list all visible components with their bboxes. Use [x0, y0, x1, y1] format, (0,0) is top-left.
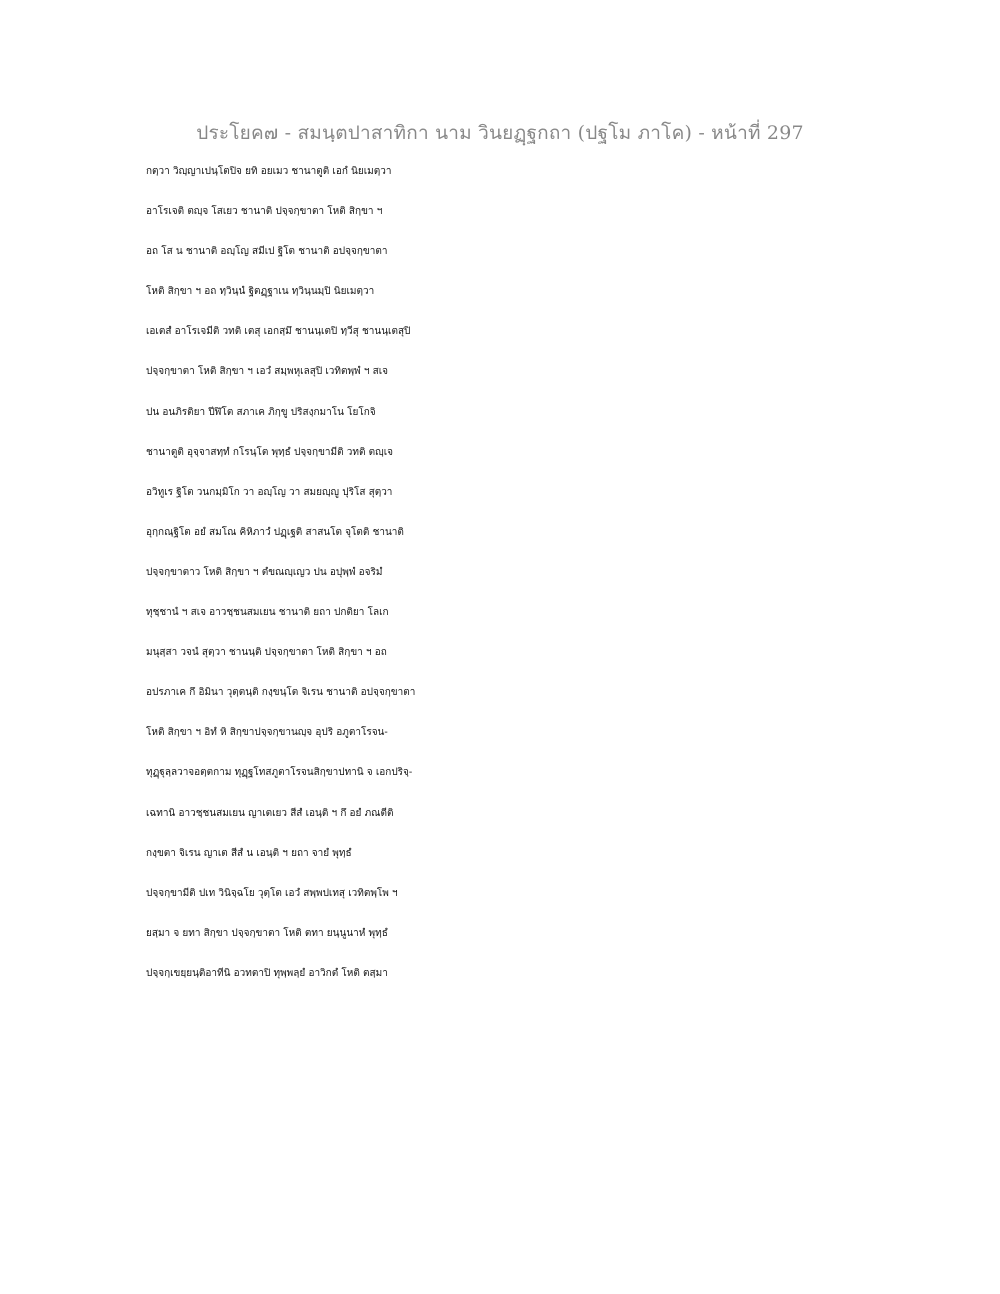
- text-line: อาโรเจติ ตญฺจ โสเยว ชานาติ ปจฺจกฺขาตา โหติ สิกฺขา ฯ: [146, 206, 383, 218]
- text-line: เฉทานิ อาวชฺชนสมเยน ญาเตเยว สีสํ เอนฺติ ฯ กึ อยํ ภณตีติ: [146, 807, 394, 819]
- text-line: อปรภาเค กึ อิมินา วุตฺตนฺติ กงฺขนฺโต จิเรน ชานาติ อปจฺจกฺขาตา: [146, 687, 416, 699]
- text-line: ทุฏฺฐุลฺลวาจอตฺตกาม ทุฏฺฐโทสภูตาโรจนสิกฺขาปทานิ จ เอกปริจฺ-: [146, 767, 413, 779]
- body-text: [146, 152, 866, 994]
- text-line: อถ โส น ชานาติ อญฺโญ สมีเป ฐิโต ชานาติ อปจฺจกฺขาตา: [146, 246, 388, 258]
- running-header: ประโยค๗ - สมนฺตปาสาทิกา นาม วินยฏฺฐกถา (ปฐโม ภาโค) - หน้าที่ 297: [196, 122, 804, 144]
- text-line: โหติ สิกฺขา ฯ อถ ทฺวินฺนํ ฐิตฏฺฐาเน ทฺวินฺนมฺปิ นิยเมตฺวา: [146, 286, 375, 298]
- text-line: ปจฺจกฺขาตาว โหติ สิกฺขา ฯ ตํขณญฺเญว ปน อปุพฺพํ อจริมํ: [146, 566, 383, 578]
- text-line: ปน อนภิรติยา ปีฬิโต สภาเค ภิกฺขู ปริสงฺกมาโน โยโกจิ: [146, 406, 376, 418]
- text-line: ปจฺจกฺขามีติ ปเท วินิจฺฉโย วุตฺโต เอวํ สพฺพปเทสุ เวทิตพฺโพ ฯ: [146, 887, 398, 899]
- text-line: ทุชฺชานํ ฯ สเจ อาวชฺชนสมเยน ชานาติ ยถา ปกติยา โลเก: [146, 607, 389, 619]
- text-line: อวิทูเร ฐิโต วนกมฺมิโก วา อญฺโญ วา สมยญฺญู ปุริโส สุตฺวา: [146, 486, 393, 498]
- text-line: กงฺขตา จิเรน ญาเต สีสํ น เอนฺติ ฯ ยถา จายํ พุทฺธํ: [146, 847, 352, 859]
- text-line: ยสฺมา จ ยทา สิกฺขา ปจฺจกฺขาตา โหติ ตทา ยนฺนูนาหํ พุทฺธํ: [146, 927, 388, 939]
- text-line: เอเตสํ อาโรเจมีติ วทติ เตสุ เอกสฺมึ ชานนฺเตปิ ทฺวีสุ ชานนฺเตสุปิ: [146, 326, 411, 338]
- text-line: ชานาตูติ อุจฺจาสทฺทํ กโรนฺโต พุทฺธํ ปจฺจกฺขามีติ วทติ ตญฺเจ: [146, 446, 393, 458]
- text-line: อุกฺกณฺฐิโต อยํ สมโณ คิหิภาวํ ปฏฺเฐติ สาสนโต จุโตติ ชานาติ: [146, 526, 404, 538]
- text-line: โหติ สิกฺขา ฯ อิทํ หิ สิกฺขาปจฺจกฺขานญฺจ อุปริ อภูตาโรจน-: [146, 727, 388, 739]
- text-line: ปจฺจกฺขาตา โหติ สิกฺขา ฯ เอวํ สมฺพหุเลสุปิ เวทิตพฺพํ ฯ สเจ: [146, 366, 389, 378]
- text-line: มนุสฺสา วจนํ สุตฺวา ชานนฺติ ปจฺจกฺขาตา โหติ สิกฺขา ฯ อถ: [146, 647, 387, 659]
- text-line: ปจฺจกฺเขยฺยนฺติอาทีนิ อวทตาปิ ทุพฺพลฺยํ อาวิกตํ โหติ ตสฺมา: [146, 967, 388, 979]
- text-line: กตฺวา วิญฺญาเปนฺโตปิจ ยทิ อยเมว ชานาตูติ เอกํ นิยเมตฺวา: [146, 166, 392, 177]
